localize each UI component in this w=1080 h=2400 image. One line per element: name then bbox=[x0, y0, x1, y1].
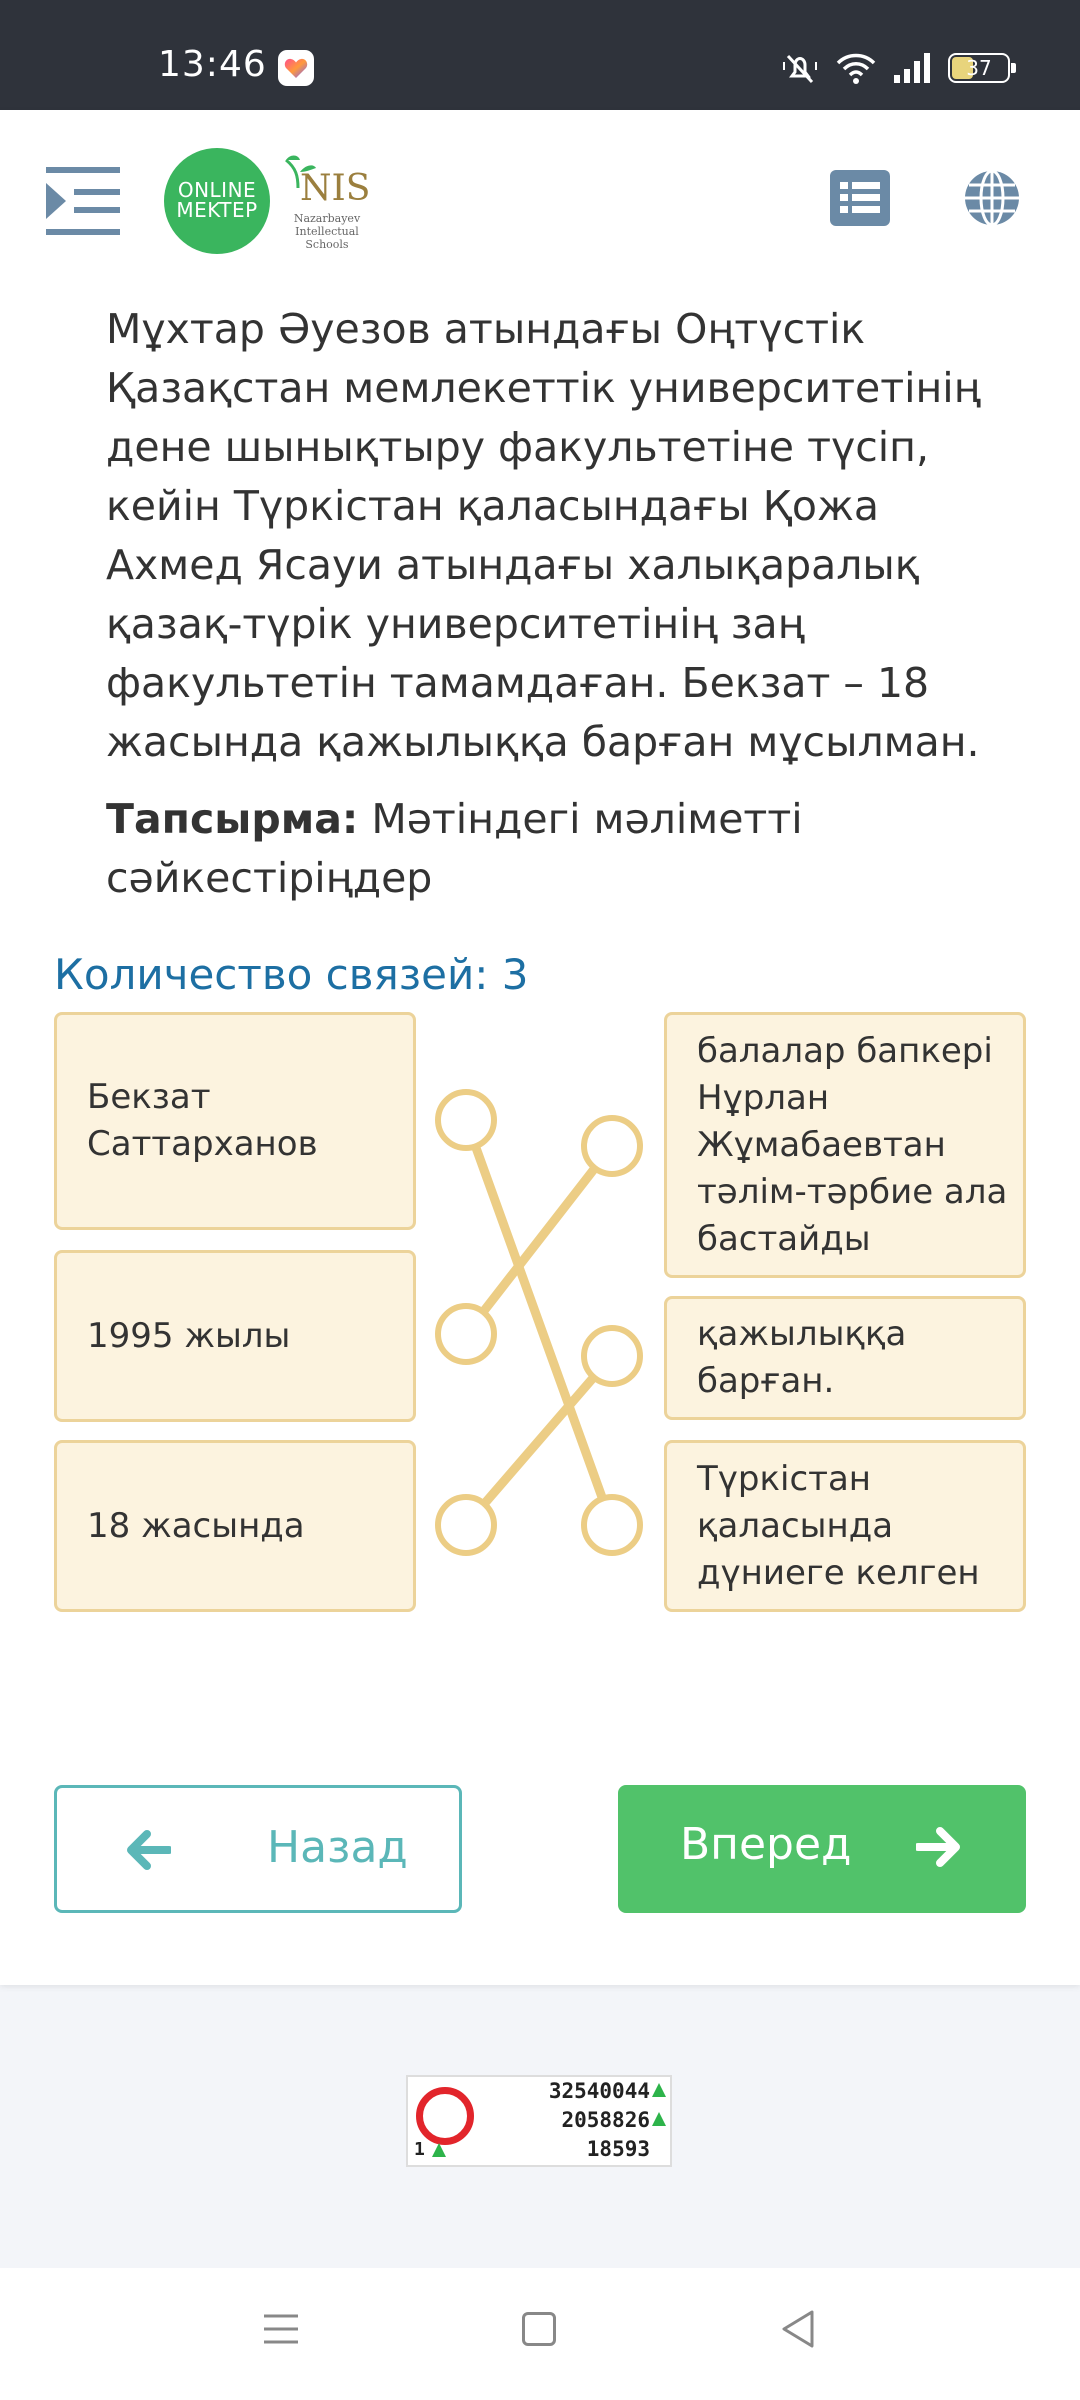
up-triangle-icon bbox=[652, 2112, 666, 2126]
card-text: 18 жасында bbox=[87, 1505, 305, 1546]
task-label: Тапсырма: bbox=[106, 795, 359, 843]
task-instruction bbox=[106, 790, 986, 908]
text-line: Мұхтар Әуезов атындағы Оңтүстік bbox=[106, 305, 866, 353]
card-text: дүниеге келген bbox=[697, 1552, 980, 1593]
wifi-icon bbox=[836, 51, 876, 85]
nis-logo bbox=[272, 150, 372, 260]
right-card-3[interactable] bbox=[664, 1440, 1026, 1612]
counter-small-value: 1 bbox=[414, 2139, 425, 2160]
card-text: балалар бапкері bbox=[697, 1030, 993, 1071]
up-triangle-icon bbox=[652, 2083, 666, 2097]
right-handle-2 bbox=[584, 1328, 640, 1384]
next-button-label: Вперед bbox=[680, 1819, 852, 1870]
left-card-1[interactable] bbox=[54, 1012, 416, 1230]
battery-level: 37 bbox=[966, 56, 992, 80]
left-handle-3 bbox=[438, 1497, 494, 1553]
globe-icon[interactable] bbox=[962, 168, 1022, 228]
task-text-line1: Мәтіндегі мәліметті bbox=[358, 795, 803, 843]
counter-value-3: 18593 bbox=[586, 2137, 650, 2161]
online-mektep-logo[interactable] bbox=[164, 148, 270, 254]
nis-subtitle: Nazarbayev Intellectual Schools bbox=[293, 212, 361, 251]
card-text: Жұмабаевтан bbox=[697, 1124, 946, 1165]
system-nav-bar bbox=[0, 2268, 1080, 2400]
status-icons bbox=[780, 48, 1010, 88]
right-handle-3 bbox=[584, 1497, 640, 1553]
status-bar bbox=[0, 0, 1080, 110]
list-icon[interactable] bbox=[830, 170, 890, 226]
signal-icon bbox=[892, 51, 932, 85]
right-handle-1 bbox=[584, 1118, 640, 1174]
arrow-left-icon bbox=[127, 1830, 171, 1870]
next-button[interactable] bbox=[618, 1785, 1026, 1913]
connection-line bbox=[466, 1120, 612, 1525]
back-button-label: Назад bbox=[267, 1822, 408, 1873]
app-notification-icon bbox=[278, 50, 314, 86]
back-button[interactable] bbox=[54, 1785, 462, 1913]
text-line: Қазақстан мемлекеттік университетінің bbox=[106, 364, 981, 412]
left-handle-2 bbox=[438, 1306, 494, 1362]
counter-ring-icon bbox=[416, 2087, 474, 2145]
card-text: барған. bbox=[697, 1361, 835, 1401]
home-icon[interactable] bbox=[522, 2312, 556, 2346]
card-text: Саттарханов bbox=[87, 1124, 318, 1164]
recent-apps-icon[interactable] bbox=[262, 2310, 300, 2348]
card-text: қажылыққа bbox=[697, 1314, 907, 1354]
battery-icon bbox=[948, 53, 1010, 83]
question-text bbox=[106, 300, 986, 772]
card-text: бастайды bbox=[697, 1218, 871, 1259]
text-line: кейін Түркістан қаласындағы Қожа bbox=[106, 482, 880, 530]
connections-count: Количество связей: 3 bbox=[54, 950, 529, 999]
menu-collapse-icon[interactable] bbox=[44, 165, 122, 237]
counter-value-1: 32540044 bbox=[548, 2079, 650, 2103]
text-line: факультетін тамамдаған. Бекзат – 18 bbox=[106, 659, 930, 707]
text-line: дене шынықтыру факультетіне түсіп, bbox=[106, 423, 929, 471]
task-text-line2: сәйкестіріңдер bbox=[106, 854, 433, 902]
text-line: Ахмед Ясауи атындағы халықаралық bbox=[106, 541, 920, 589]
connection-line bbox=[466, 1146, 612, 1334]
right-card-1[interactable] bbox=[664, 1012, 1026, 1278]
status-time: 13:46 bbox=[158, 44, 267, 85]
mute-bell-icon bbox=[780, 50, 820, 86]
text-line: қазақ-түрік университетінің заң bbox=[106, 600, 805, 648]
card-text: Бекзат bbox=[87, 1077, 211, 1117]
card-text: қаласында bbox=[697, 1505, 894, 1546]
left-handle-1 bbox=[438, 1092, 494, 1148]
left-card-2[interactable] bbox=[54, 1250, 416, 1422]
back-triangle-icon[interactable] bbox=[778, 2308, 818, 2350]
main-panel bbox=[0, 110, 1080, 1985]
text-line: жасында қажылыққа барған мұсылман. bbox=[106, 718, 980, 766]
card-text: тәлім-тәрбие ала bbox=[697, 1171, 1008, 1212]
left-card-3[interactable] bbox=[54, 1440, 416, 1612]
arrow-right-icon bbox=[916, 1827, 960, 1867]
right-card-2[interactable] bbox=[664, 1296, 1026, 1420]
card-text: 1995 жылы bbox=[87, 1315, 291, 1356]
logo-mektep-text: MEKTEP bbox=[176, 198, 258, 222]
card-text: Нұрлан bbox=[697, 1077, 830, 1118]
nis-text: NIS bbox=[300, 168, 371, 209]
visitor-counter[interactable] bbox=[406, 2075, 672, 2167]
connection-line bbox=[466, 1356, 612, 1525]
card-text: Түркістан bbox=[697, 1458, 872, 1499]
up-triangle-icon bbox=[432, 2143, 446, 2157]
counter-value-2: 2058826 bbox=[561, 2108, 650, 2132]
logo-online-text: ONLINE bbox=[177, 178, 257, 202]
